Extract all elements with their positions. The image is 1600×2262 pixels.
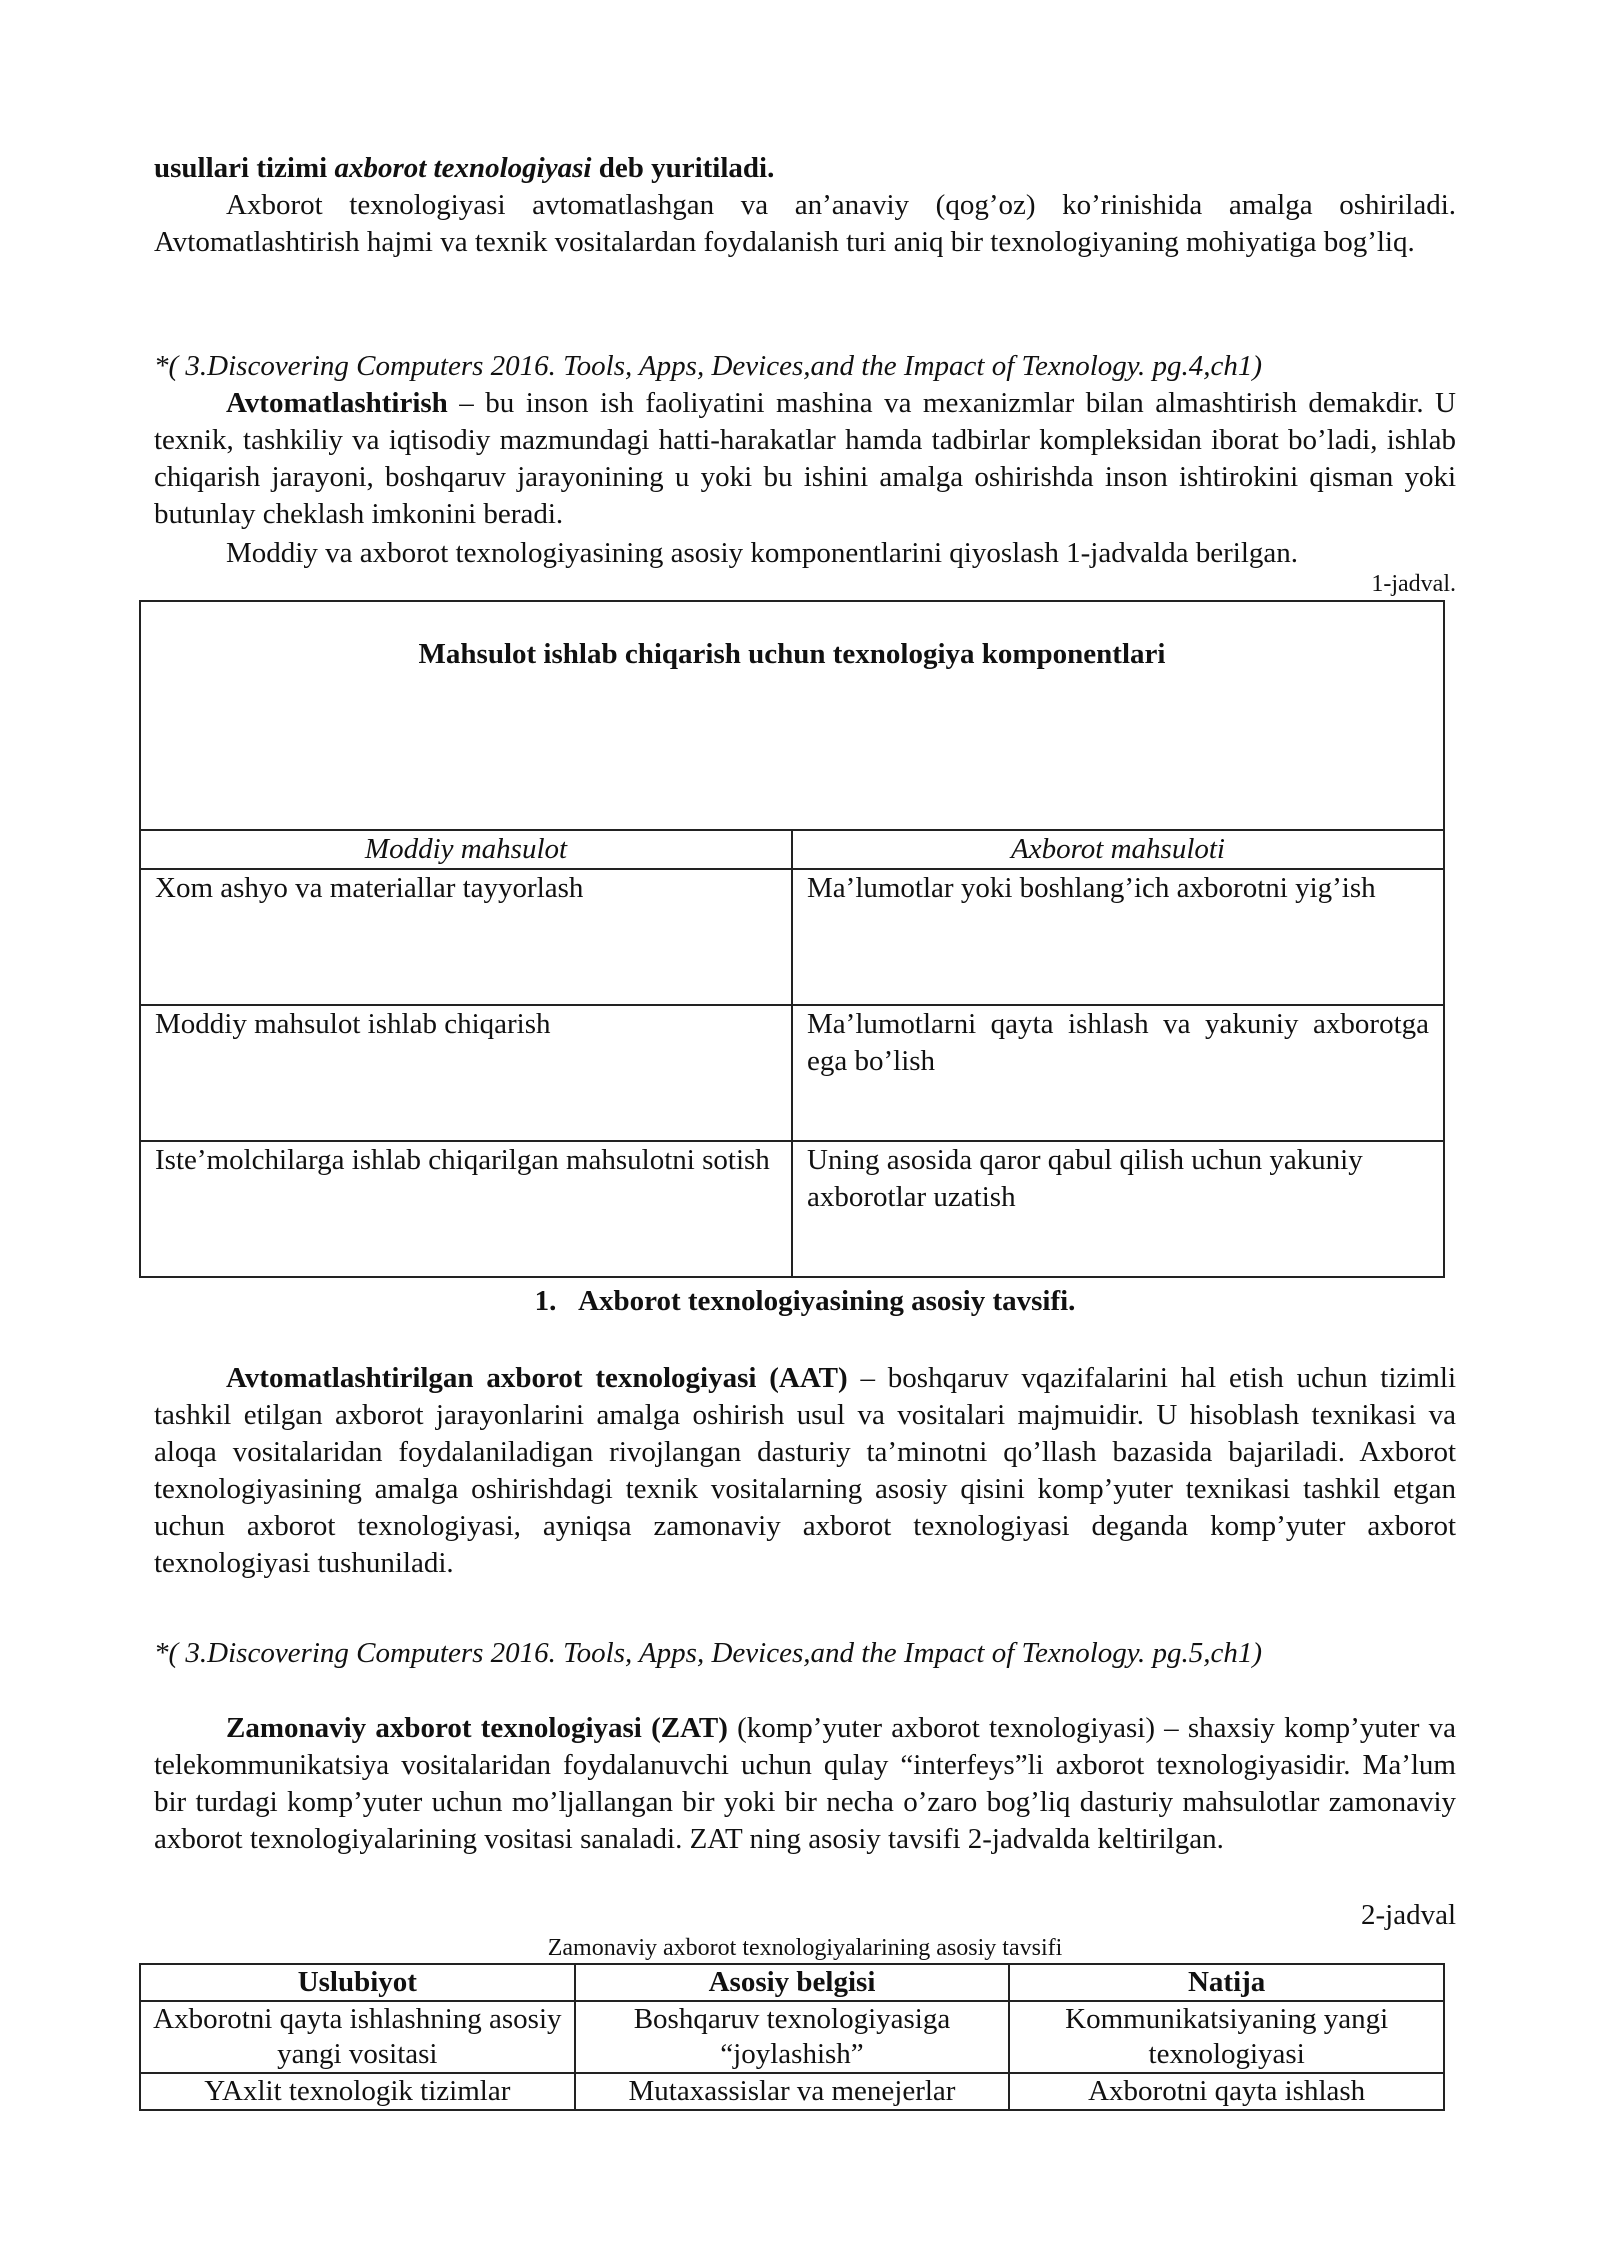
table-cell: Axborotni qayta ishlashning asosiy yangi vositasi xyxy=(140,2001,575,2073)
table1-title: Mahsulot ishlab chiqarish uchun texnologiya komponentlari xyxy=(140,601,1444,830)
aat-term: Avtomatlashtirilgan axborot texnologiyasi (AAT) xyxy=(226,1362,848,1394)
zat-paragraph xyxy=(154,1710,1456,1858)
table-cell: YAxlit texnologik tizimlar xyxy=(140,2073,575,2110)
table-cell: Axborotni qayta ishlash xyxy=(1009,2073,1444,2110)
section-title: Axborot texnologiyasining asosiy tavsifi. xyxy=(578,1285,1076,1317)
aat-paragraph xyxy=(154,1360,1456,1582)
intro-bold-start: usullari tizimi xyxy=(154,152,335,184)
table-row xyxy=(140,1005,1444,1141)
intro-paragraph: Axborot texnologiyasi avtomatlashgan va an’anaviy (qog’oz) ko’rinishida amalga oshiriladi. Avtomatlashtirish hajmi va texnik vositalardan foydalanish turi aniq bir texnologiyaning mohiyatiga bog’liq. xyxy=(154,189,1456,258)
table2-col-header: Uslubiyot xyxy=(140,1964,575,2001)
aat-text: – boshqaruv vqazifalarini hal etish uchun tizimli tashkil etilgan axborot jarayonlarini amalga oshirish usul va vositalari majmuidir. U hisoblash texnikasi va aloqa vositalaridan foydalaniladigan rivojlangan dasturiy ta’minotni qo’llash bazasida bajariladi. Axborot texnologiyasining amalga oshirishdagi texnik vositalarning asosiy qisini komp’yuter texnikasi tashkil etgan uchun axborot texnologiyasi, ayniqsa zamonaviy axborot texnologiyasi deganda komp’yuter axborot texnologiyasi tushuniladi. xyxy=(154,1362,1456,1579)
table1-col-header: Axborot mahsuloti xyxy=(792,830,1444,869)
section-number: 1. xyxy=(534,1285,557,1317)
table2-caption: Zamonaviy axborot texnologiyalarining asosiy tavsifi xyxy=(547,1935,1063,1961)
table2-label: 2-jadval xyxy=(1360,1899,1456,1931)
intro-bold-end: deb yuritiladi. xyxy=(591,152,775,184)
table-row xyxy=(140,1141,1444,1277)
intro-line xyxy=(154,150,1456,187)
table-cell: Boshqaruv texnologiyasiga “joylashish” xyxy=(575,2001,1010,2073)
table-row xyxy=(140,869,1444,1005)
table-header-row xyxy=(140,1964,1444,2001)
table-row xyxy=(140,2073,1444,2110)
table-2 xyxy=(139,1963,1445,2111)
section-heading xyxy=(154,1283,1456,1320)
table-cell: Ma’lumotlarni qayta ishlash va yakuniy axborotga ega bo’lish xyxy=(792,1005,1444,1141)
avtomat-paragraph xyxy=(154,385,1456,533)
table-cell: Moddiy mahsulot ishlab chiqarish xyxy=(140,1005,792,1141)
table-row xyxy=(140,2001,1444,2073)
citation-1: *( 3.Discovering Computers 2016. Tools, Apps, Devices,and the Impact of Texnology. pg.4,ch1) xyxy=(154,350,1263,382)
table1-label: 1-jadval. xyxy=(1371,571,1456,597)
table-cell: Uning asosida qaror qabul qilish uchun yakuniy axborotlar uzatish xyxy=(792,1141,1444,1277)
zat-text: (komp’yuter axborot texnologiyasi) – shaxsiy komp’yuter va telekommunikatsiya vositalaridan foydalanuvchi uchun qulay “interfeys”li axborot texnologiyasidir. Ma’lum bir turdagi komp’yuter uchun mo’ljallangan bir yoki bir necha o’zaro bog’liq dasturiy mahsulotlar zamonaviy axborot texnologiyalarining vositasi sanaladi. ZAT ning asosiy tavsifi 2-jadvalda keltirilgan. xyxy=(154,1712,1456,1855)
intro-term: axborot texnologiyasi xyxy=(334,152,592,184)
table2-col-header: Natija xyxy=(1009,1964,1444,2001)
table-cell: Mutaxassislar va menejerlar xyxy=(575,2073,1010,2110)
citation-2: *( 3.Discovering Computers 2016. Tools, Apps, Devices,and the Impact of Texnology. pg.5,ch1) xyxy=(154,1637,1263,1669)
table-cell: Kommunikatsiyaning yangi texnologiyasi xyxy=(1009,2001,1444,2073)
zat-term: Zamonaviy axborot texnologiyasi (ZAT) xyxy=(226,1712,728,1744)
table-cell: Ma’lumotlar yoki boshlang’ich axborotni yig’ish xyxy=(792,869,1444,1005)
table-cell: Xom ashyo va materiallar tayyorlash xyxy=(140,869,792,1005)
table1-col-header: Moddiy mahsulot xyxy=(140,830,792,869)
avtomat-text: – bu inson ish faoliyatini mashina va mexanizmlar bilan almashtirish demakdir. U texnik, tashkiliy va iqtisodiy mazmundagi hatti-harakatlar hamda tadbirlar kompleksidan iborat bo’ladi, ishlab chiqarish jarayoni, boshqaruv jarayonining u yoki bu ishini amalga oshirishda inson ishtirokini qisman yoki butunlay cheklash imkonini beradi. xyxy=(154,387,1456,530)
table2-col-header: Asosiy belgisi xyxy=(575,1964,1010,2001)
table-cell: Iste’molchilarga ishlab chiqarilgan mahsulotni sotish xyxy=(140,1141,792,1277)
compare-paragraph: Moddiy va axborot texnologiyasining asosiy komponentlarini qiyoslash 1-jadvalda berilgan. xyxy=(226,537,1299,569)
table-1 xyxy=(139,600,1445,1278)
avtomat-term: Avtomatlashtirish xyxy=(226,387,448,419)
